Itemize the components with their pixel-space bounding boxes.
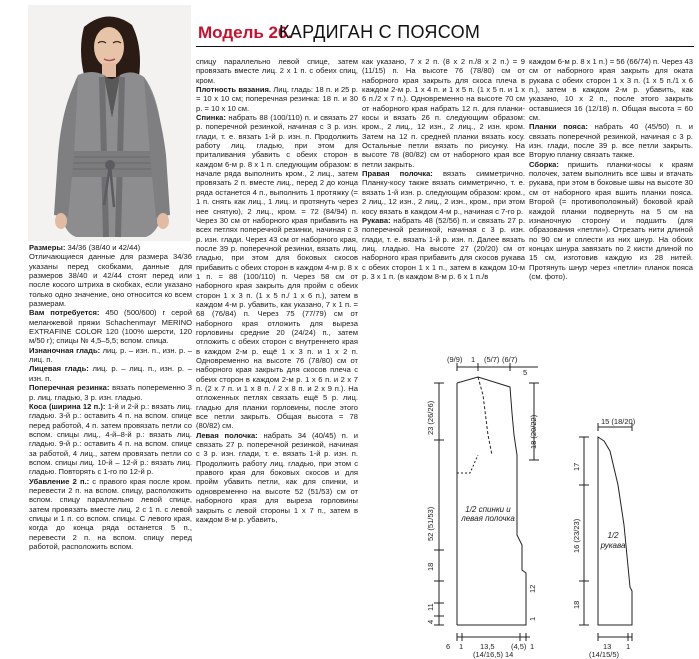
sleeve-dim-top: 15 (18/20) [601, 417, 636, 426]
purl-stitch-text: лиц. р. – изн. п., изн. р. – лиц. п. [29, 345, 192, 365]
dim-right-2: 12 [528, 584, 537, 593]
dim-left-2: 52 (51/53) [426, 506, 435, 541]
pattern-diagram [360, 355, 699, 658]
sleeve-dim-1: 17 [572, 462, 581, 471]
dim-top-2: (5/7) [484, 355, 500, 364]
model-number: Модель 26. [198, 23, 293, 42]
dim-bottom-6: (4,5) [511, 642, 527, 651]
article-title: КАРДИГАН С ПОЯСОМ [279, 22, 481, 42]
sleeve-dim-bottom-3: 1 [626, 642, 631, 651]
dim-bottom-3: 13,5 [480, 642, 495, 651]
dim-right-1: 18 (20/22) [529, 414, 538, 449]
sleeve-dim-bottom-1: 13 [603, 642, 612, 651]
left-front-heading: Левая полочка: [196, 430, 258, 440]
left-front-continued: как указано, 7 х 2 п. (8 х 2 п./8 х 2 п.) = 9 (11/15) п. На высоте 76 (78/80) см от наборного края закрыть для скоса плеча в каждом 2-м р. 1 х 4 п. и 1 х 5 п. (1 х 5 п. и 1 х 6 п./2 х 7 п.). Одновременно на высоте 70 см от наборного края набрать 12 п. для планки-косы и вязать 26 п. следующим образом: кром., 2 лиц., 12 изн., 2 лиц., 2 изн. кром. Затем на 12 п. средней планки вязать косу. Остальные петли вязать по рисунку. На высоте 78 (80/82) см от наборного края все петли закрыть. [362, 57, 525, 169]
dim-top-1b: 1 [471, 355, 476, 364]
right-front-text: вязать симметрично. Планку-косу также вязать симметрично, т. е. вязать 1-й изн. р. следующим образом: кром., 2 лиц., 12 изн., 2 лиц., 2 изн., кром., при этом косу вязать в каждом 4-м р., начиная с 7-го р. [362, 169, 525, 216]
sleeve-dim-2: 16 (23/23) [572, 518, 581, 553]
materials-text: 450 (500/600) г серой меланжевой пряжи Schachenmayr MERINO EXTRAFINE COLOR 120 (100% шерсти, 120 м/50 г); спицы № 4,5–5,5; вспом. спица. [29, 308, 192, 346]
dim-right-3: 1 [528, 616, 537, 621]
sleeves-continued: каждом 6-м р. 8 х 1 п.) = 56 (66/74) п. Через 43 см от наборного края закрыть для оката рукава с обеих сторон 1 х 3 п. (1 х 5 п./1 х 6 п.), затем в каждом 2-м р. убавить, как указано, 10 х 2 п., после этого закрыть оставшиеся 16 (12/18) п. Общая высота = 60 см. [529, 57, 693, 123]
decrease-text: с правого края после кром. перевести 2 п. на вспом. спицу, расположить вспом. спицу параллельно левой спице, затем провязать вместе лиц. 2 с 1 п. с левой спицы и 1 п. со вспом. спицы. С левого края, когда до конца ряда останется 5 п., перевести 2 п. на вспом. спицу перед работой, расположить вспом. [29, 476, 192, 551]
cable-heading: Коса (ширина 12 п.): [29, 401, 106, 411]
cable-text: 1-й и 2-й р.: вязать лиц. гладью. 3-й р.: оставить 4 п. на вспом. спице перед работой, 4 п. затем провязать петли со вспом. спицы лиц., 4-й–8-й р.: вязать лиц. гладью. 9-й р.: оставить 4 п. на вспом. спице за работой, 4 лиц., затем провязать петли со вспом. спицы лиц. 10-й – 12-й р.: вязать лиц. гладью. Повторять с 1-го по 12-й р. [29, 401, 193, 477]
gauge-text: Лиц. гладь: 18 п. и 25 р. = 10 х 10 см; поперечная резинка: 18 п. и 30 р. = 10 х 10 см. [196, 85, 358, 113]
assembly-text: пришить планки-косы к краям полочек, затем выполнить все швы и втачать рукава, при этом в боковые швы на высоте 30 см от наборного края вшить планки пояса. Второй (= противоположный) боковой край каждой планки подвернуть на 5 см на изнаночную сторону и подшить (для образования «петли»). Отрезать нити длиной по 90 см и сплести из них шнур. На обоих концах шнура завязать по 2 кисти длиной по 15 см, изготовив каждую из 28 нитей. Протянуть шнур через «петли» планок пояса (см. фото). [529, 159, 693, 281]
dim-bottom-2: 1 [459, 642, 464, 651]
article-header [196, 20, 694, 47]
assembly-heading: Сборка: [529, 159, 559, 169]
dim-bottom-5: 14 [505, 650, 514, 659]
sleeve-label: рукава [600, 541, 626, 550]
sleeves-text: набрать 48 (52/56) п. и связать 27 р. поперечной резинкой, начиная с 3 р. изн. глади, т. е. вязать 1-й р. изн. п. Далее вязать лиц. гладью. На высоте 27 (20/20) см от наборного края прибавить для скосов рукава с обеих сторон 1 х 1 п., затем в каждом 10-м р. 3 х 1 п. (в каждом 8-м р. 6 х 1 п./в [362, 215, 525, 281]
right-front-heading: Правая полочка: [362, 169, 433, 179]
purl-stitch-heading: Изнаночная гладь: [29, 345, 101, 355]
photo-illustration [28, 5, 191, 241]
sizes-note: Отличающиеся данные для размера 34/36 указаны перед скобками, данные для размеров 38/40 и 42/44 стоят перед или после косого штриха в скобках, если указано только одно значение, оно относится ко всем размерам. [29, 252, 192, 309]
dim-left-1: 23 (26/26) [426, 400, 435, 435]
dim-top-1: (9/9) [447, 355, 463, 364]
rib-text: вязать попеременно 3 р. лиц. гладью, 3 р. изн. гладью. [29, 383, 192, 402]
dim-bottom-1: 6 [446, 642, 451, 651]
belt-heading: Планки пояса: [529, 122, 588, 132]
back-heading: Спинка: [196, 113, 226, 123]
decrease-continued: спицу параллельно левой спице, затем провязать вместе лиц. 2 х 1 п. с обеих спиц, кром. [196, 57, 358, 85]
dim-top-3: 5 [523, 368, 528, 377]
back-text: набрать 88 (100/110) п. и связать 27 р. поперечной резинкой, начиная с 3 р. изн. глади, т. е. вязать 1-й р. изн. п. Продолжить работу лиц. гладью, при этом для приталивания убавить с обеих сторон в каждом 6-м р. 8 х 1 п. следующим образом: в начале ряда выполнить кром., 2 лиц., затем провязать 2 п. вместе лиц., перед 2 до конца ряда останется 4 п., выполнить 1 протяжку (= 1 п. снять как лиц., 1 лиц. и протянуть через нее снятую), 2 лиц., кром. = 72 (84/94) п. Через 30 см от наборного края прибавить на всех петлях поперечной резинки, начиная с 3 р. изн. глади. Через 43 см от наборного края, после 39 р. поперечной резинки, вязать лиц. гладью, при этом для боковых скосов прибавить с обеих сторон в каждом 4-м р. 8 х 1 п. = 88 (100/110) п. Через 58 см от наборного края закрыть для пройм с обеих сторон 1 х 3 п. (1 х 5 п./ 1 х 6 п.), затем в каждом 4-м р. убавить, как указано, 7 х 1 п. = 68 (76/84) п. Через 75 (77/79) см от наборного края отложить для выреза горловины средние 20 (24/24) п., затем отложить с обеих сторон с внутреннего края в каждом 2-м р. ещё 1 х 3 п. и 1 х 2 п. Одновременно на высоте 76 (78/80) см от наборного края закрыть для скосов плеча с обеих сторон в каждом 2-м р. 1 х 6 п. и 2 х 7 п. (2 х 7 п. и 1 х 8 п. / 2 х 8 п. и 2 х 9 п.). На отложенных петлях связать ещё 5 р. лиц. гладью для планки горловины, после этого все петли закрыть. Общая высота = 78 (80/82) см. [196, 113, 358, 431]
panel-label-back-front: 1/2 спинки и левая полочка [461, 505, 515, 523]
sleeve-dim-3: 18 [572, 600, 581, 609]
gauge-heading: Плотность вязания. [196, 85, 272, 95]
text-column-2 [196, 57, 358, 524]
rib-heading: Поперечная резинка: [29, 383, 110, 393]
sizes-heading: Размеры: [29, 243, 66, 252]
dim-bottom-4: (14/16,5) [473, 650, 504, 659]
dim-left-5: 4 [426, 619, 435, 624]
knit-stitch-heading: Лицевая гладь: [29, 364, 89, 374]
materials-heading: Вам потребуется: [29, 308, 100, 318]
belt-text: набрать 40 (45/50) п. и связать поперечной резинкой, начиная с 3 р. изн. глади, после 39 р. все петли закрыть. Вторую планку связать также. [529, 122, 694, 160]
dim-bottom-7: 1 [530, 642, 535, 651]
knit-stitch-text: лиц. р. – лиц. п., изн. р. – изн. п. [29, 364, 192, 383]
dim-left-3: 18 [426, 562, 435, 571]
text-column-4 [529, 57, 693, 281]
sleeves-heading: Рукава: [362, 215, 391, 225]
sleeve-dim-bottom-2: (14/15/5) [589, 650, 620, 659]
text-column-3 [362, 57, 525, 281]
sizes-text: 34/36 (38/40 и 42/44) [65, 243, 141, 252]
dim-top-2b: (6/7) [502, 355, 518, 364]
woman-in-cardigan-photo [28, 5, 191, 241]
left-front-text: набрать 34 (40/45) п. и связать 27 р. поперечной резинкой, начиная с 3 р. изн. глади, т. е. вязать 1-й р. изн. п. Продолжить работу лиц. гладью, при этом с правого края для боковых скосов и для пройм убавить петли, как для спинки, и одновременно на высоте 52 (51/53) см от наборного края для выреза горловины закрыть с левой стороны 1 х 7 п., затем в каждом 8-м р. убавить, [196, 430, 358, 524]
decrease-heading: Убавление 2 п.: [29, 476, 90, 486]
dim-left-4: 11 [426, 603, 435, 611]
pattern-drawing [360, 355, 699, 658]
sleeve-label-half: 1/2 [607, 531, 619, 540]
text-column-1 [29, 243, 192, 551]
